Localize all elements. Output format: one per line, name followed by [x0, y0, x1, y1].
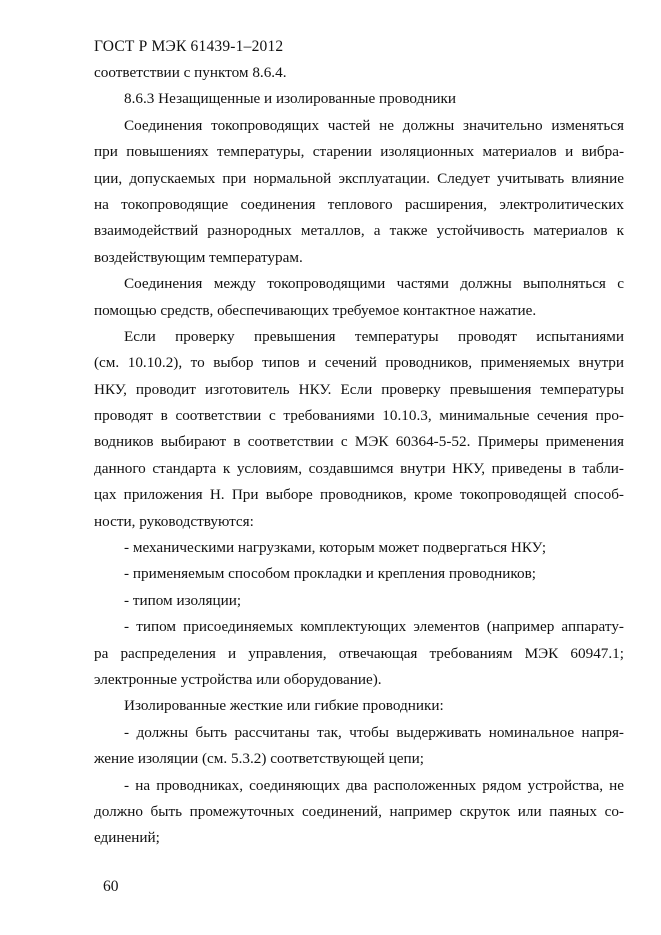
text-line: соответствии с пунктом 8.6.4. — [94, 64, 287, 81]
text-line: - должны быть рассчитаны так, чтобы выдерживать номинальное напря- — [124, 723, 624, 741]
document-header-code: ГОСТ Р МЭК 61439-1–2012 — [94, 38, 284, 55]
text-line: ности, руководствуются: — [94, 512, 254, 530]
page-number: 60 — [103, 878, 119, 895]
text-line: данного стандарта к условиям, создавшимся внутри НКУ, приведены в табли- — [94, 459, 624, 477]
text-line: Изолированные жесткие или гибкие проводники: — [124, 697, 444, 715]
text-line: водников выбирают в соответствии с МЭК 60364-5-52. Примеры применения — [94, 433, 624, 451]
document-body-text — [94, 60, 624, 852]
text-line: НКУ, проводит изготовитель НКУ. Если проверку превышения температуры — [94, 380, 624, 398]
text-line: при повышениях температуры, старении изоляционных материалов и вибра- — [94, 143, 624, 161]
text-line: должно быть промежуточных соединений, например скруток или паяных со- — [94, 802, 624, 820]
text-line: ра распределения и управления, отвечающая требованиям МЭК 60947.1; — [94, 644, 624, 662]
text-line: - применяемым способом прокладки и крепления проводников; — [124, 565, 537, 583]
text-line: - типом присоединяемых комплектующих элементов (например аппарату- — [124, 618, 624, 636]
text-line: единений; — [94, 829, 160, 847]
text-line: цах приложения Н. При выборе проводников, кроме токопроводящей способ- — [94, 486, 624, 504]
text-line: - типом изоляции; — [124, 591, 242, 609]
text-line: проводят в соответствии с требованиями 10.10.3, минимальные сечения про- — [94, 407, 624, 425]
text-line: электронные устройства или оборудование). — [94, 670, 382, 688]
text-line: взаимодействий разнородных металлов, а также устойчивость материалов к — [94, 222, 624, 240]
text-line: на токопроводящие соединения теплового расширения, электролитических — [94, 195, 624, 213]
text-line: Если проверку превышения температуры проводят испытаниями — [124, 327, 624, 345]
text-line: Соединения токопроводящих частей не должны значительно изменяться — [124, 116, 624, 134]
text-line: воздействующим температурам. — [94, 248, 303, 266]
text-line: Соединения между токопроводящими частями должны выполняться с — [124, 275, 624, 293]
text-line: (см. 10.10.2), то выбор типов и сечений проводников, применяемых внутри — [94, 354, 624, 372]
text-line: - механическими нагрузками, которым может подвергаться НКУ; — [124, 539, 547, 557]
text-line: помощью средств, обеспечивающих требуемое контактное нажатие. — [94, 301, 537, 319]
text-line: ции, допускаемых при нормальной эксплуатации. Следует учитывать влияние — [94, 169, 624, 187]
text-line: жение изоляции (см. 5.3.2) соответствующей цепи; — [94, 750, 424, 768]
text-line: - на проводниках, соединяющих два расположенных рядом устройства, не — [124, 776, 624, 794]
text-line: 8.6.3 Незащищенные и изолированные проводники — [124, 90, 457, 108]
